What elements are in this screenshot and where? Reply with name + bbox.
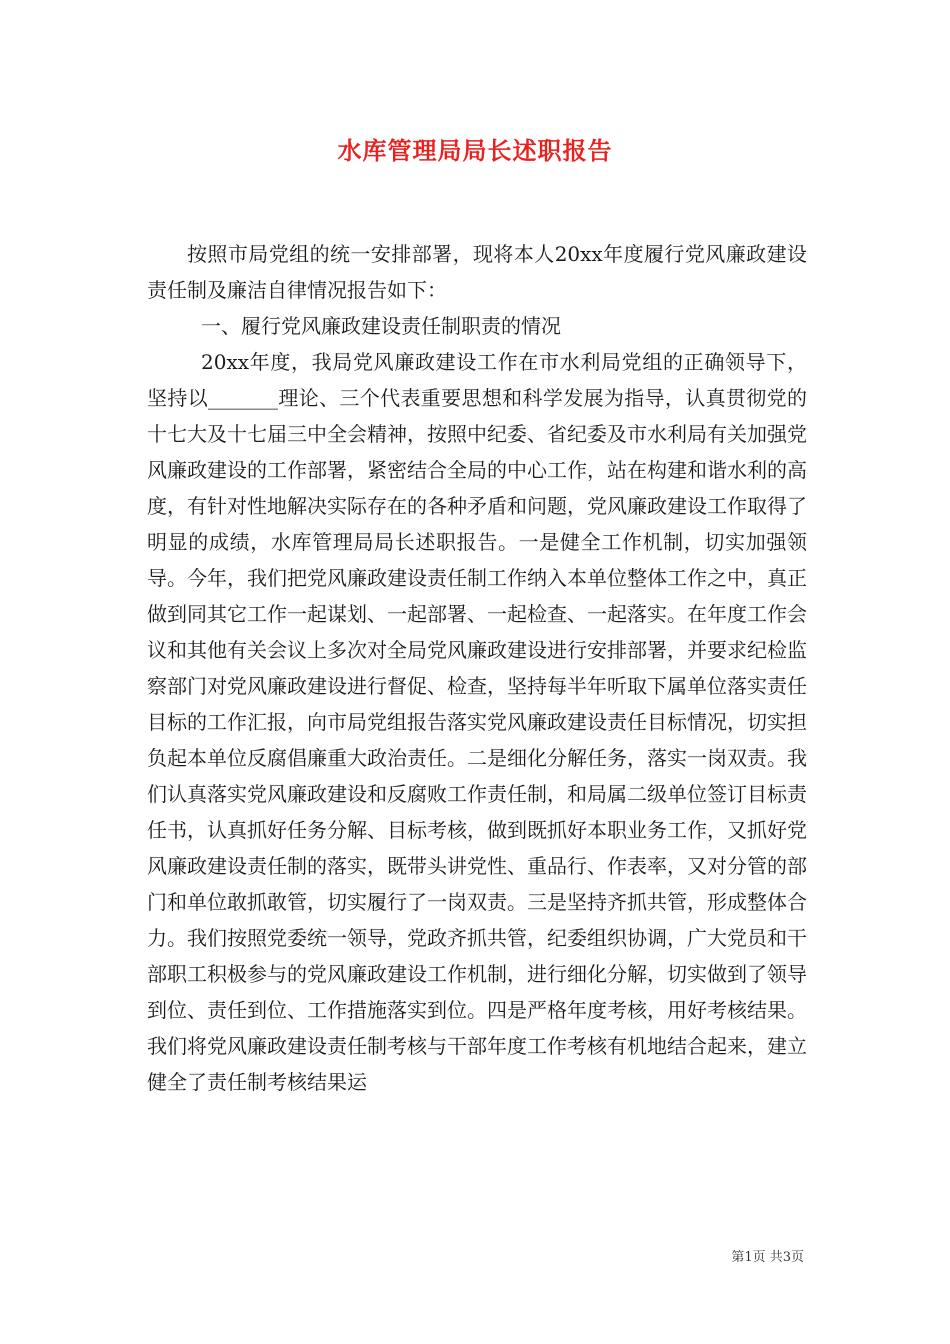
- intro-paragraph: 按照市局党组的统一安排部署，现将本人20xx年度履行党风廉政建设责任制及廉洁自律情况报告如下：: [147, 242, 807, 302]
- document-body: [147, 236, 807, 1100]
- page-number: 第1页 共3页: [731, 1250, 804, 1265]
- document-title: 水库管理局局长述职报告: [337, 136, 613, 165]
- body-paragraph: 20xx年度，我局党风廉政建设工作在市水利局党组的正确领导下，坚持以_______理论、三个代表重要思想和科学发展为指导，认真贯彻党的十七大及十七届三中全会精神，按照中纪委、省纪委及市水利局有关加强党风廉政建设的工作部署，紧密结合全局的中心工作，站在构建和谐水利的高度，有针对性地解决实际存在的各种矛盾和问题，党风廉政建设工作取得了明显的成绩，水库管理局局长述职报告。一是健全工作机制，切实加强领导。今年，我们把党风廉政建设责任制工作纳入本单位整体工作之中，真正做到同其它工作一起谋划、一起部署、一起检查、一起落实。在年度工作会议和其他有关会议上多次对全局党风廉政建设进行安排部署，并要求纪检监察部门对党风廉政建设进行督促、检查，坚持每半年听取下属单位落实责任目标的工作汇报，向市局党组报告落实党风廉政建设责任目标情况，切实担负起本单位反腐倡廉重大政治责任。二是细化分解任务，落实一岗双责。我们认真落实党风廉政建设和反腐败工作责任制，和局属二级单位签订目标责任书，认真抓好任务分解、目标考核，做到既抓好本职业务工作，又抓好党风廉政建设责任制的落实，既带头讲党性、重品行、作表率，又对分管的部门和单位敢抓敢管，切实履行了一岗双责。三是坚持齐抓共管，形成整体合力。我们按照党委统一领导，党政齐抓共管，纪委组织协调，广大党员和干部职工积极参与的党风廉政建设工作机制，进行细化分解，切实做到了领导到位、责任到位、工作措施落实到位。四是严格年度考核，用好考核结果。我们将党风廉政建设责任制考核与干部年度工作考核有机地结合起来，建立健全了责任制考核结果运: [147, 350, 807, 1094]
- section-heading: 一、履行党风廉政建设责任制职责的情况: [201, 314, 561, 338]
